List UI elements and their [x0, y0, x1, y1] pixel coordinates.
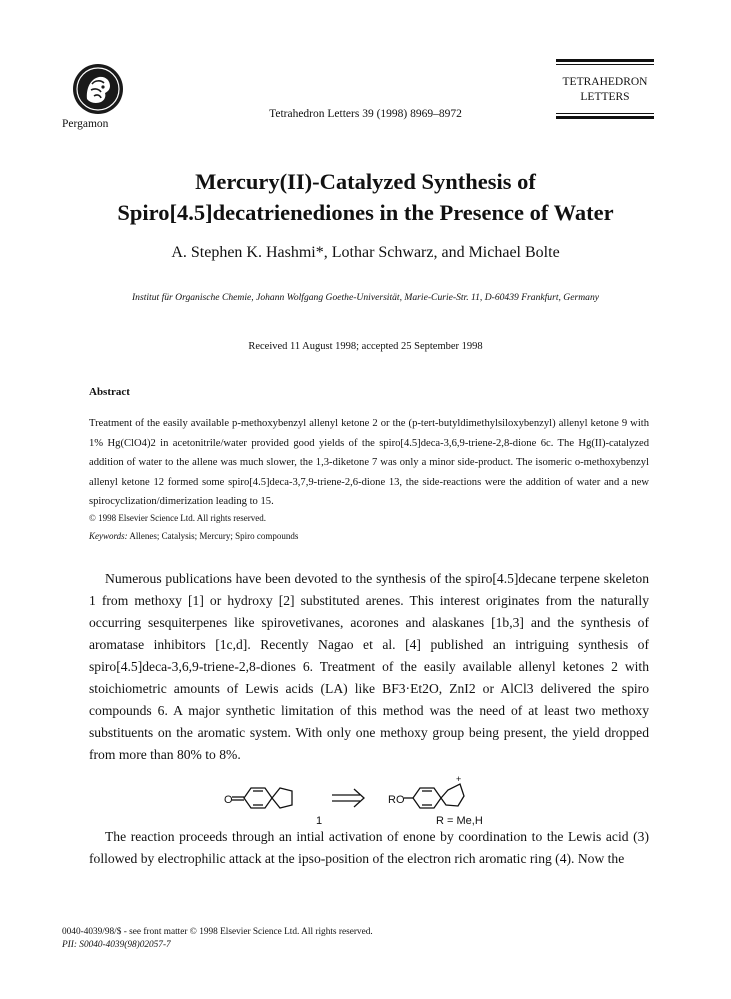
author-list: A. Stephen K. Hashmi*, Lothar Schwarz, and Michael Bolte [171, 244, 560, 261]
journal-name-line1: TETRAHEDRON [562, 76, 648, 88]
abstract-heading: Abstract [89, 386, 130, 398]
title-line1: Mercury(II)-Catalyzed Synthesis of [195, 169, 536, 194]
keywords [89, 531, 298, 541]
bottom-rule-thin [556, 113, 654, 114]
page-footer [62, 926, 373, 952]
received-dates: Received 11 August 1998; accepted 25 September 1998 [248, 341, 483, 352]
body-paragraph-1: Numerous publications have been devoted to the synthesis of the spiro[4.5]decane terpene skeleton 1 from methoxy [1] or hydroxy [2] substituted arenes. This interest originates from the naturally occurring sesquiterpenes like spirovetivanes, acorones and alaskanes [1b,3] and the synthesis of aromatase inhibitors [1c,d]. Recently Nagao et al. [4] published an intriguing synthesis of spiro[4.5]deca-3,6,9-triene-2,8-diones 6. Treatment of the easily available allenyl ketones 2 with stoichiometric amounts of Lewis acids (LA) like BF3·Et2O, ZnI2 or AlCl3 delivered the spiro compounds 6. A major synthetic limitation of this method was the need of at least two methoxy substituents on the aromatic system. With only one methoxy group being present, the yield dropped from more than 80% to 8%. [89, 571, 649, 762]
affiliation: Institut für Organische Chemie, Johann Wolfgang Goethe-Universität, Marie-Curie-Str. 11, D-60439 Frankfurt, Germany [131, 292, 600, 303]
journal-name-box [556, 59, 654, 119]
substituent-label: R = Me,H [436, 815, 483, 827]
body-paragraph-2: The reaction proceeds through an intial activation of enone by coordination to the Lewis acid (3) followed by electrophilic attack at the ipso-position of the electron rich aromatic ring (4). Now the [89, 829, 649, 866]
abstract-text: Treatment of the easily available p-methoxybenzyl allenyl ketone 2 or the (p-tert-butyldimethylsiloxybenzyl) allenyl ketone 9 with 1% Hg(ClO4)2 in acetonitrile/water provided good yields of the spiro[4.5]deca-3,6,9-triene-2,8-dione 6c. The Hg(II)-catalyzed addition of water to the allene was much slower, the 1,3-diketone 7 was only a minor side-product. The isomeric o-methoxybenzyl allenyl ketone 12 formed some spiro[4.5]deca-3,7,9-triene-2,6-dione 13, the side-reactions were the addition of water and a new spirocyclization/dimerization leading to 15. [89, 418, 649, 507]
compound-label-1: 1 [316, 815, 323, 827]
keywords-list: Allenes; Catalysis; Mercury; Spiro compounds [127, 531, 299, 541]
bottom-rule-thick [556, 116, 654, 119]
abstract-copyright: © 1998 Elsevier Science Ltd. All rights reserved. [89, 513, 267, 523]
cation-plus-sign: + [456, 776, 462, 784]
journal-name-line2: LETTERS [580, 91, 630, 103]
arene-cation-structure [404, 784, 464, 808]
top-rule-thin [556, 64, 654, 65]
ro-group-label: RO [388, 794, 405, 806]
journal-name [556, 75, 654, 105]
o-atom-label: O [224, 794, 233, 806]
article-title [0, 166, 731, 228]
footer-pii: PII: S0040-4039(98)02057-7 [62, 940, 171, 950]
publisher-name: Pergamon [62, 118, 109, 130]
title-line2: Spiro[4.5]decatrienediones in the Presence of Water [117, 200, 614, 225]
keywords-label: Keywords: [89, 531, 128, 541]
spiro-dione-structure [232, 788, 292, 808]
journal-reference: Tetrahedron Letters 39 (1998) 8969–8972 [269, 108, 462, 120]
retrosynthesis-arrow [332, 789, 364, 807]
reaction-scheme [210, 776, 530, 820]
footer-copyright: 0040-4039/98/$ - see front matter © 1998 Elsevier Science Ltd. All rights reserved. [62, 927, 373, 937]
top-rule-thick [556, 59, 654, 62]
